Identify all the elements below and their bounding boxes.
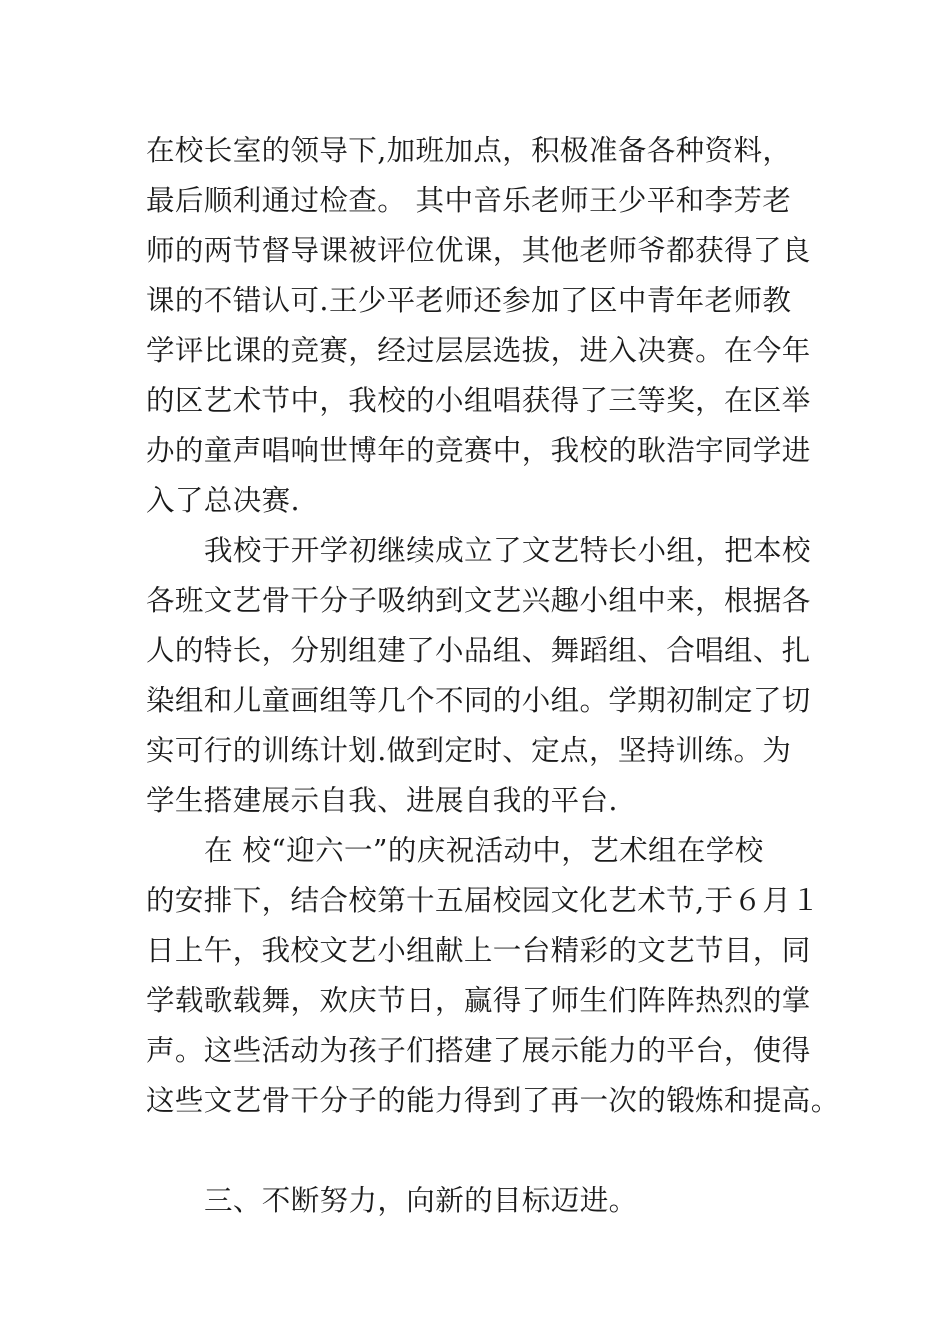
text-line: 最后顺利通过检查。 其中音乐老师王少平和李芳老: [146, 184, 792, 217]
text-line: 实可行的训练计划.做到定时、定点，坚持训练。为: [146, 734, 792, 767]
blank-line: [146, 1126, 826, 1176]
text-line: 人的特长，分别组建了小品组、舞蹈组、合唱组、扎: [146, 634, 811, 667]
text-line: 学载歌载舞，欢庆节日，赢得了师生们阵阵热烈的掌: [146, 984, 811, 1017]
text-line: 课的不错认可.王少平老师还参加了区中青年老师教: [146, 284, 792, 317]
text-line: 日上午，我校文艺小组献上一台精彩的文艺节目，同: [146, 934, 811, 967]
text-line: 入了总决赛.: [146, 484, 300, 517]
text-line: 的区艺术节中，我校的小组唱获得了三等奖，在区举: [146, 384, 811, 417]
text-line: 我校于开学初继续成立了文艺特长小组，把本校: [204, 534, 811, 567]
paragraph-1: [146, 126, 826, 526]
text-line: 的安排下，结合校第十五届校园文化艺术节,于６月１: [146, 884, 821, 917]
text-line: 师的两节督导课被评位优课，其他老师爷都获得了良: [146, 234, 811, 267]
paragraph-3: [146, 826, 840, 1126]
text-line: 声。这些活动为孩子们搭建了展示能力的平台，使得: [146, 1034, 811, 1067]
section-heading: 三、不断努力，向新的目标迈进。: [204, 1184, 638, 1217]
text-line: 学生搭建展示自我、进展自我的平台.: [146, 784, 618, 817]
text-line: 学评比课的竞赛，经过层层选拔，进入决赛。在今年: [146, 334, 811, 367]
text-line: 这些文艺骨干分子的能力得到了再一次的锻炼和提高。: [146, 1084, 840, 1117]
text-line: 染组和儿童画组等几个不同的小组。学期初制定了切: [146, 684, 811, 717]
document-body: [146, 126, 840, 1226]
paragraph-2: [146, 526, 826, 826]
text-line: 在 校“迎六一”的庆祝活动中，艺术组在学校: [204, 834, 764, 867]
text-line: 办的童声唱响世博年的竞赛中，我校的耿浩宇同学进: [146, 434, 811, 467]
text-line: 在校长室的领导下,加班加点，积极准备各种资料，: [146, 134, 792, 167]
text-line: 各班文艺骨干分子吸纳到文艺兴趣小组中来，根据各: [146, 584, 811, 617]
